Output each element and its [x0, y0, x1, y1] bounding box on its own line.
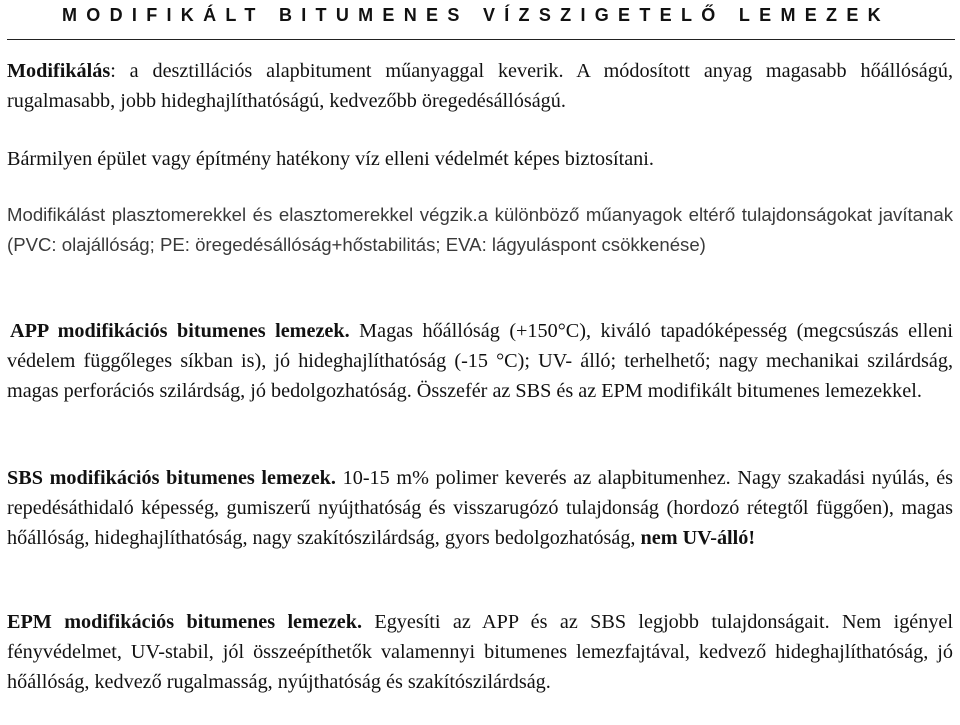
paragraph-modifikalas [7, 56, 953, 116]
warning-text: nem UV-álló! [640, 527, 756, 549]
term-app: APP modifikációs bitumenes lemezek. [10, 320, 350, 342]
paragraph-protection [7, 144, 953, 174]
term-sbs: SBS modifikációs bitumenes lemezek. [7, 467, 336, 489]
term-epm: EPM modifikációs bitumenes lemezek. [7, 611, 362, 633]
document-page [7, 0, 954, 693]
paragraph-text: Modifikálást plasztomerekkel és elasztomerekkel végzik.a különböző műanyagok eltérő tulajdonságokat javítanak (PVC: olajállóság; PE: öregedésállóság+hőstabilitás; EVA: lágyuláspont csökkenése) [7, 204, 953, 255]
paragraph-text: Magas hőállóság (+150°C), kiváló tapadóképesség (megcsúszás elleni védelem függőleges síkban is), jó hideghajlíthatóság (-15 °C); UV- álló; terhelhető; nagy mechanikai szilárdság, magas perforációs szilárdság, jó bedolgozhatóság. Összefér az SBS és az EPM modifikált bitumenes lemezekkel. [7, 320, 953, 402]
header-divider [7, 39, 955, 40]
paragraph-app [7, 316, 953, 406]
term-modifikalas: Modifikálás [7, 60, 111, 82]
paragraph-text: : a desztillációs alapbitument műanyaggal keverik. A módosított anyag magasabb hőállóságú, rugalmasabb, jobb hideghajlíthatóságú, kedvezőbb öregedésállóságú. [7, 60, 953, 112]
paragraph-sbs [7, 463, 953, 553]
paragraph-text: Bármilyen épület vagy építmény hatékony víz elleni védelmét képes biztosítani. [7, 148, 654, 170]
paragraph-text: Egyesíti az APP és az SBS legjobb tulajdonságait. Nem igényel fényvédelmet, UV-stabil, jól összeépíthetők valamennyi bitumenes lemezfajtával, kedvező hideghajlíthatóság, jó hőállóság, kedvező rugalmasság, nyújthatóság és szakítószilárdság. [7, 611, 953, 693]
paragraph-text: 10-15 m% polimer keverés az alapbitumenhez. Nagy szakadási nyúlás, és repedésáthidaló képesség, gumiszerű nyújthatóság és visszarugózó tulajdonság (hordozó rétegtől függően), magas hőállóság, hideghajlíthatóság, nagy szakítószilárdság, gyors bedolgozhatóság, [7, 467, 954, 549]
page-header: MODIFIKÁLT BITUMENES VÍZSZIGETELŐ LEMEZEK [62, 5, 890, 25]
paragraph-polymers [7, 200, 953, 260]
paragraph-epm [7, 607, 953, 697]
